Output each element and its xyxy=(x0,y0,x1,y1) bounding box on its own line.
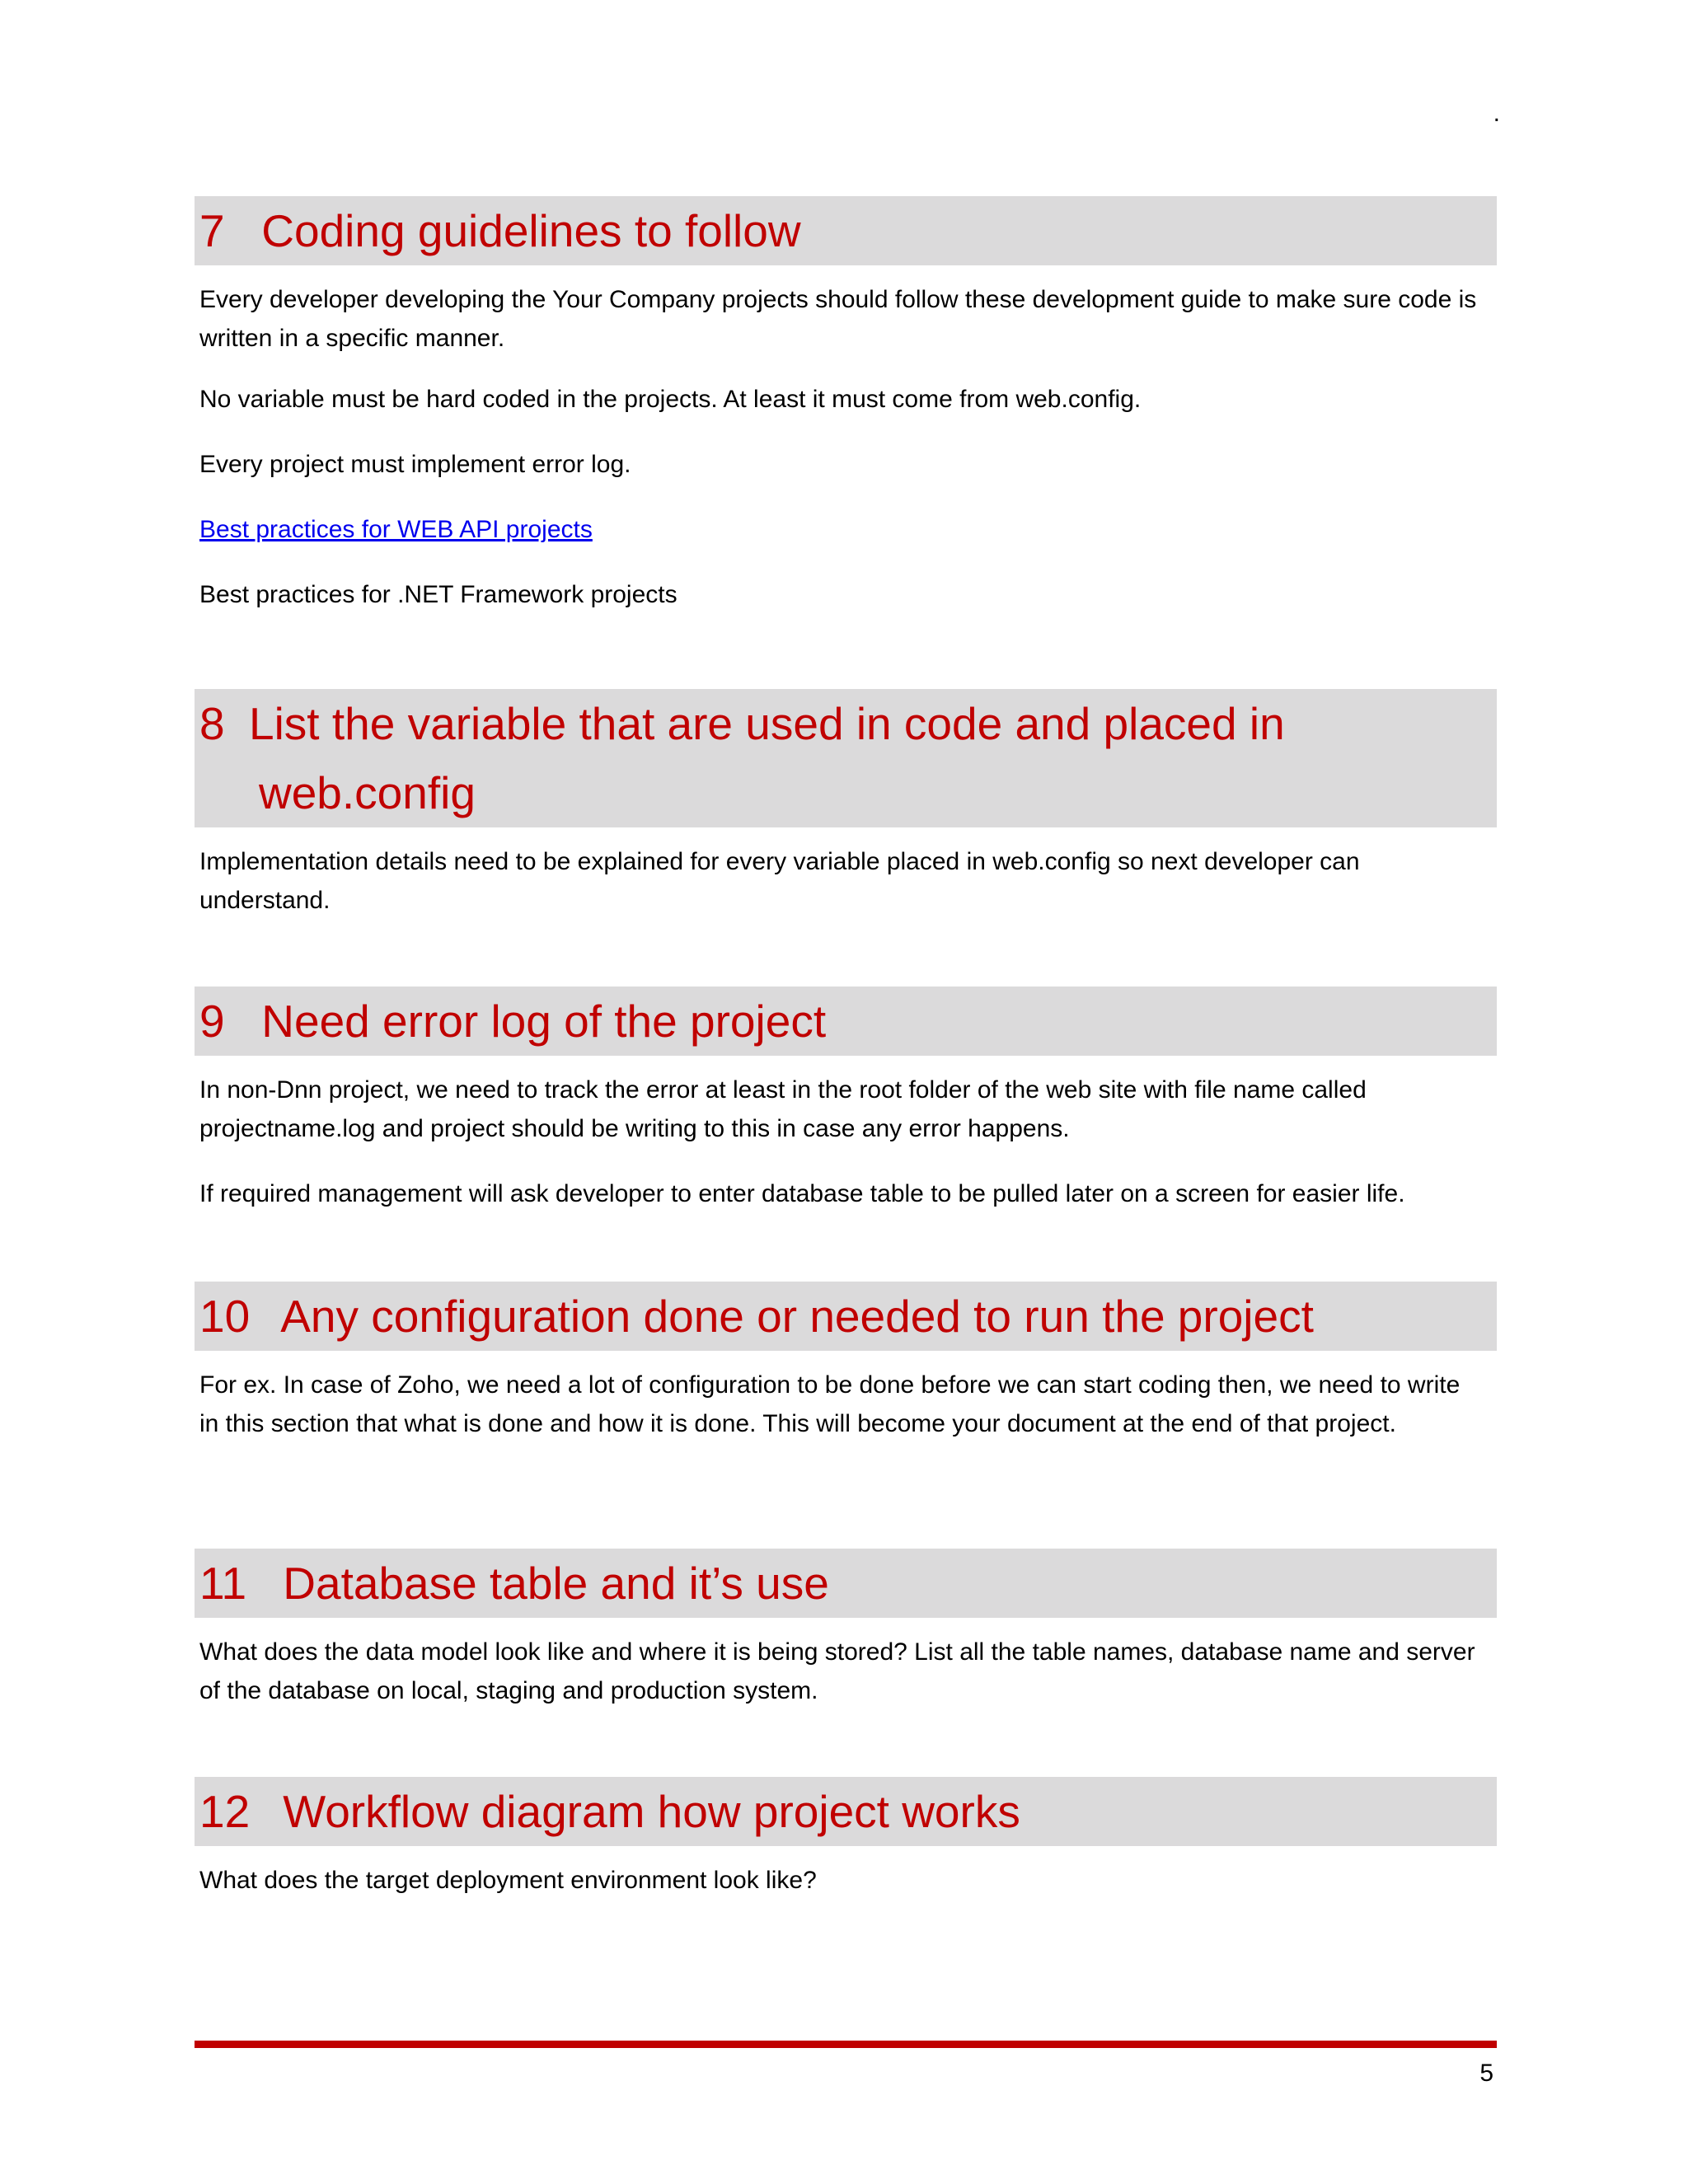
section-7 xyxy=(195,196,1497,614)
section-number: 12 xyxy=(199,1786,251,1837)
section-heading xyxy=(195,987,1497,1056)
section-heading xyxy=(195,689,1497,827)
section-title: Workflow diagram how project works xyxy=(283,1786,1020,1837)
section-10 xyxy=(195,1282,1497,1443)
paragraph: For ex. In case of Zoho, we need a lot of configuration to be done before we can start coding then, we need to write in this section that what is done and how it is done. This will become your document at the end of that project. xyxy=(199,1371,1461,1437)
section-number: 7 xyxy=(199,205,225,256)
paragraph: What does the data model look like and where it is being stored? List all the table names, database name and server of the database on local, staging and production system. xyxy=(199,1638,1475,1704)
section-9 xyxy=(195,987,1497,1213)
section-heading xyxy=(195,1282,1497,1351)
best-practices-web-api-link[interactable]: Best practices for WEB API projects xyxy=(199,516,593,543)
link-paragraph xyxy=(195,510,1485,549)
paragraph: If required management will ask developer to enter database table to be pulled later on a screen for easier life. xyxy=(199,1180,1405,1207)
section-title: List the variable that are used in code and placed in xyxy=(249,698,1285,749)
section-title: Coding guidelines to follow xyxy=(261,205,801,256)
paragraph: No variable must be hard coded in the projects. At least it must come from web.config. xyxy=(199,386,1142,413)
section-title: Any configuration done or needed to run the project xyxy=(280,1291,1314,1342)
section-number: 10 xyxy=(199,1291,251,1342)
section-12 xyxy=(195,1777,1497,1900)
section-number: 9 xyxy=(199,996,225,1047)
paragraph: Every project must implement error log. xyxy=(199,451,631,478)
section-8 xyxy=(195,689,1497,920)
footer-rule xyxy=(195,2041,1497,2048)
section-11 xyxy=(195,1549,1497,1710)
paragraph: What does the target deployment environment look like? xyxy=(199,1867,817,1894)
paragraph: Every developer developing the Your Company projects should follow these development guide to make sure code is written in a specific manner. xyxy=(199,286,1477,352)
header-mark: . xyxy=(1493,100,1500,127)
section-title: Database table and it’s use xyxy=(283,1558,829,1609)
paragraph: Implementation details need to be explained for every variable placed in web.config so next developer can understand. xyxy=(199,848,1360,914)
section-title-continuation: web.config xyxy=(259,767,476,818)
paragraph: In non-Dnn project, we need to track the error at least in the root folder of the web site with file name called projectname.log and project should be writing to this in case any error happens. xyxy=(199,1076,1367,1142)
section-heading xyxy=(195,196,1497,265)
section-number: 11 xyxy=(199,1558,247,1609)
section-heading xyxy=(195,1777,1497,1846)
page-number: 5 xyxy=(1479,2060,1493,2087)
section-title: Need error log of the project xyxy=(261,996,827,1047)
section-heading xyxy=(195,1549,1497,1618)
paragraph: Best practices for .NET Framework projects xyxy=(199,581,678,608)
section-number: 8 xyxy=(199,698,225,749)
